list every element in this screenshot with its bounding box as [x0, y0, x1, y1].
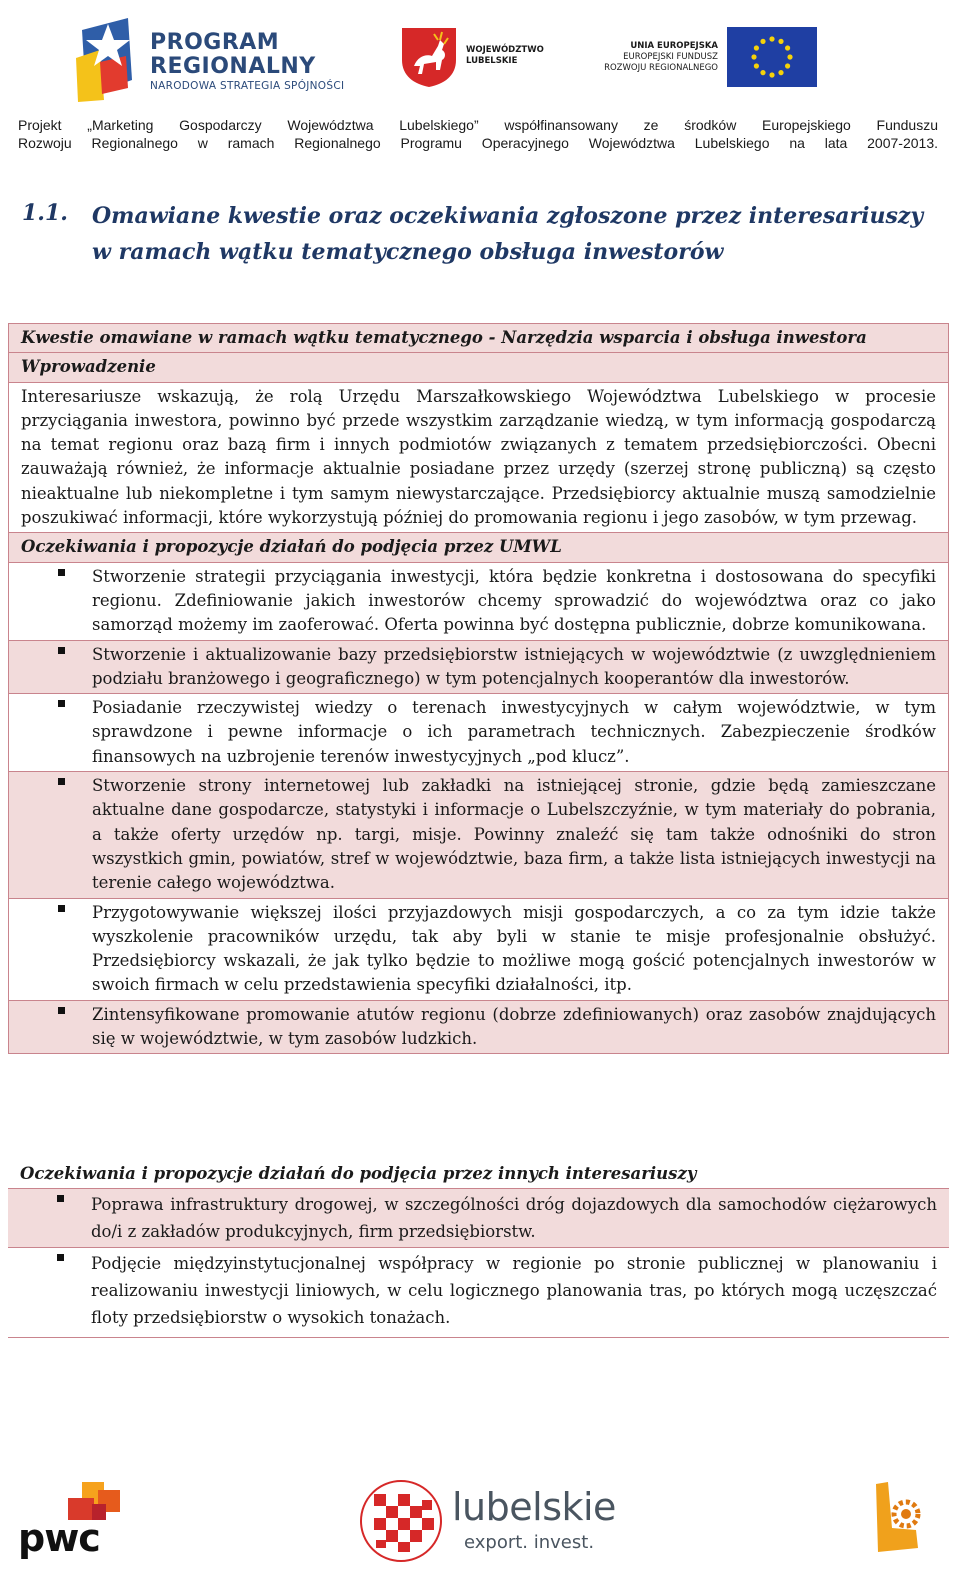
wojewodztwo-logo-text: [466, 45, 544, 67]
wojewodztwo-logo-line1: WOJEWÓDZTWO: [466, 45, 544, 55]
list-item-text: Poprawa infrastruktury drogowej, w szczególności dróg dojazdowych dla samochodów ciężarowych do/i z zakładów produkcyjnych, firm przedsiębiorstw.: [91, 1195, 937, 1242]
program-logo-line3: NARODOWA STRATEGIA SPÓJNOŚCI: [150, 80, 345, 92]
bullet-square-icon: [58, 647, 65, 654]
wojewodztwo-lubelskie-crest-icon: [400, 26, 458, 88]
program-regionalny-logo-graphic: [70, 10, 150, 102]
list-item: [9, 1000, 948, 1054]
ue-logo-line1: UNIA EUROPEJSKA: [630, 41, 718, 51]
list-item-text: Stworzenie i aktualizowanie bazy przedsiębiorstw istniejących w województwie (z uwzględnieniem podziału branżowego i geograficznego) w tym potencjalnych kooperantów dla inwestorów.: [92, 644, 936, 688]
list-item: [8, 1247, 949, 1337]
list-item-text: Podjęcie międzyinstytucjonalnej współpracy w regionie po stronie publicznej w planowaniu i realizowaniu inwestycji liniowych, w celu logicznego planowania tras, po których mogą uczęszczać floty przedsiębiorstw o wysokich tonażach.: [91, 1254, 937, 1328]
ue-logo-line2: EUROPEJSKI FUNDUSZ: [623, 52, 718, 62]
table-title: Kwestie omawiane w ramach wątku tematycznego - Narzędzia wsparcia i obsługa inwestora: [9, 324, 948, 352]
list-item-text: Posiadanie rzeczywistej wiedzy o terenach inwestycyjnych w całym województwie, w tym sprawdzone i pewne informacje o ich parametrach technicznych. Zabezpieczenie środków finansowych na uzbrojenie terenów inwestycyjnych „pod klucz”.: [92, 698, 936, 766]
section-number: 1.1.: [22, 200, 68, 226]
expectations-heading: Oczekiwania i propozycje działań do podjęcia przez UMWL: [9, 532, 948, 561]
list-item-text: Stworzenie strony internetowej lub zakładki na istniejącej stronie, gdzie będą zamieszczane aktualne dane gospodarcze, statystyki i informacje o Lubelszczyźnie, w tym materiały do pobrania, a także oferty urzędów np. targi, misje. Powinny znaleźć się tam także odnośniki do stron wszystkich gmin, powiatów, stref w województwie, baza firm, a także lista istniejących inwestycji na terenie całego województwa.: [92, 776, 936, 893]
list-item: [9, 640, 948, 694]
pwc-logo-text: pwc: [18, 1516, 100, 1560]
program-logo-line1: PROGRAM: [150, 30, 280, 55]
list-item: [9, 898, 948, 1000]
bullet-square-icon: [58, 1007, 65, 1014]
bullet-square-icon: [58, 569, 65, 576]
list-item: [9, 771, 948, 897]
intro-heading: Wprowadzenie: [9, 352, 948, 381]
list-item-text: Przygotowywanie większej ilości przyjazdowych misji gospodarczych, a co za tym idzie także wyszkolenie pracowników urzędu, tak aby byli w stanie te misje profesjonalnie obsłużyć. Przedsiębiorcy wskazali, że jak tylko będzie to możliwe mogą gościć potencjalnych inwestorów w swoich firmach w celu przedstawienia specyfiki działalności, itp.: [92, 902, 936, 995]
bullet-square-icon: [58, 905, 65, 912]
bullet-square-icon: [57, 1195, 64, 1202]
list-item: [9, 562, 948, 640]
bullet-square-icon: [57, 1254, 64, 1261]
list-item: [8, 1188, 949, 1247]
ue-logo-text: [590, 41, 718, 74]
bullet-square-icon: [58, 778, 65, 785]
list-item: [9, 693, 948, 771]
eu-flag-icon: [727, 27, 817, 87]
list-item-text: Stworzenie strategii przyciągania inwestycji, która będzie konkretna i dostosowana do specyfiki regionu. Zdefiniowanie jakich inwestorów chcemy sprowadzić do województwa oraz co jako samorząd możemy im zaoferować. Oferta powinna być dostępna publicznie, dobrze komunikowana.: [92, 566, 936, 635]
table-umwl: [8, 323, 949, 1054]
lubelskie-region-emblem-icon: [866, 1478, 926, 1556]
program-logo-line2: REGIONALNY: [150, 54, 316, 79]
intro-text: Interesariusze wskazują, że rolą Urzędu Marszałkowskiego Województwa Lubelskiego w procesie przyciągania inwestora, powinno być przede wszystkim zarządzanie wiedzą, w tym informacją gospodarczą na temat regionu oraz bazą firm i innych podmiotów związanych z tematem przedsiębiorczości. Obecni zauważają również, że informacje aktualnie posiadane przez urzędy (szerzej stronę publiczną) są często nieaktualne lub niekompletne i tym samym niewystarczające. Przedsiębiorcy aktualnie muszą samodzielnie poszukiwać informacji, które wykorzystują później do promowania regionu i jego zasobów, w tym przewag.: [9, 382, 948, 533]
project-note-line2: Rozwoju Regionalnego w ramach Regionalnego Programu Operacyjnego Województwa Lubelskiego na lata 2007-2013.: [18, 135, 938, 151]
lubelskie-tagline: export. invest.: [464, 1532, 595, 1553]
other-stakeholders-heading: Oczekiwania i propozycje działań do podjęcia przez innych interesariuszy: [20, 1164, 697, 1183]
project-funding-note: [18, 116, 938, 152]
project-note-line1: Projekt „Marketing Gospodarczy Województwa Lubelskiego” współfinansowany ze środków Europejskiego Funduszu: [18, 117, 938, 133]
wojewodztwo-logo-line2: LUBELSKIE: [466, 56, 518, 66]
list-item-text: Zintensyfikowane promowanie atutów regionu (dobrze zdefiniowanych) oraz zasobów znajdujących się w województwie, w tym zasobów ludzkich.: [92, 1004, 936, 1049]
lubelskie-logo-text: lubelskie: [452, 1485, 616, 1529]
bullet-square-icon: [58, 700, 65, 707]
ue-logo-line3: ROZWOJU REGIONALNEGO: [604, 63, 718, 73]
table-other-stakeholders: [8, 1160, 949, 1338]
section-title: Omawiane kwestie oraz oczekiwania zgłoszone przez interesariuszy w ramach wątku tematycznego obsługa inwestorów: [92, 203, 924, 265]
lubelskie-logo-graphic: [360, 1480, 442, 1562]
